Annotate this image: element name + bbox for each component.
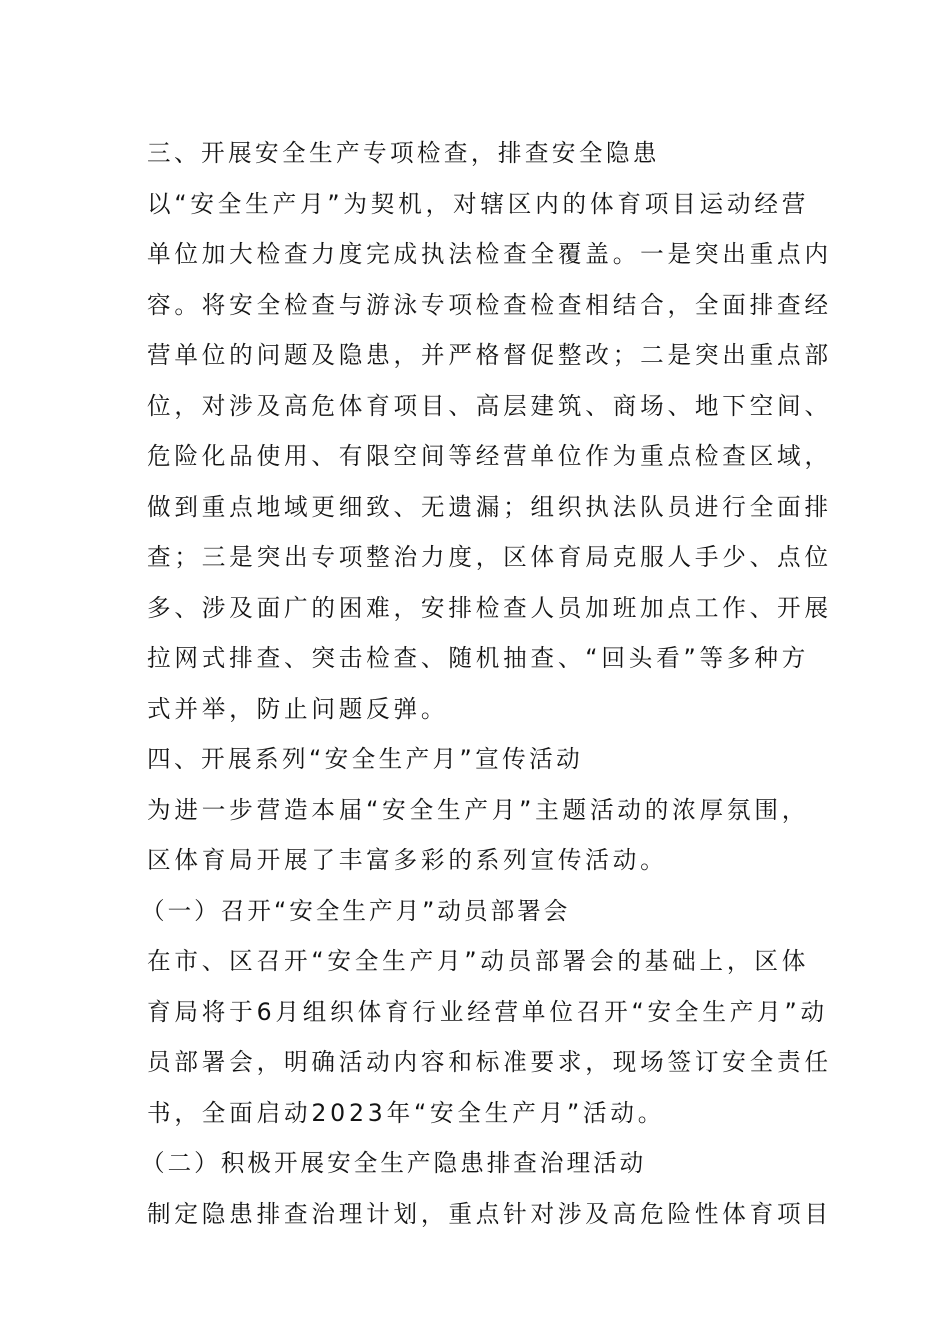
document-body (141, 128, 832, 1239)
paragraph-line: 危险化品使用、有限空间等经营单位作为重点检查区域， (147, 442, 832, 470)
paragraph-line: 员部署会，明确活动内容和标准要求，现场签订安全责任 (147, 1048, 832, 1076)
paragraph-line: 区体育局开展了丰富多彩的系列宣传活动。 (147, 846, 668, 874)
paragraph-line: 育局将于6月组织体育行业经营单位召开“安全生产月”动 (147, 997, 828, 1026)
section-heading-4: 四、开展系列“安全生产月”宣传活动 (147, 745, 584, 773)
paragraph-line: 以“安全生产月”为契机，对辖区内的体育项目运动经营 (147, 189, 810, 218)
section-heading-3: 三、开展安全生产专项检查，排查安全隐患 (147, 139, 660, 167)
subsection-heading-1: （一）召开“安全生产月”动员部署会 (141, 896, 571, 925)
paragraph-line: 查；三是突出专项整治力度，区体育局克服人手少、点位 (147, 543, 832, 571)
paragraph-line: 在市、区召开“安全生产月”动员部署会的基础上，区体 (147, 947, 810, 975)
paragraph-line: 位，对涉及高危体育项目、高层建筑、商场、地下空间、 (147, 391, 832, 420)
paragraph-line: 单位加大检查力度完成执法检查全覆盖。一是突出重点内 (147, 240, 832, 268)
paragraph-line: 为进一步营造本届“安全生产月”主题活动的浓厚氛围， (147, 795, 810, 824)
paragraph-line: 容。将安全检查与游泳专项检查检查相结合，全面排查经 (147, 290, 832, 319)
paragraph-line: 书，全面启动2023年“安全生产月”活动。 (147, 1098, 666, 1127)
paragraph-line: 多、涉及面广的困难，安排检查人员加班加点工作、开展 (147, 593, 832, 622)
paragraph-line: 拉网式排查、突击检查、随机抽查、“回头看”等多种方 (147, 644, 810, 672)
subsection-heading-2: （二）积极开展安全生产隐患排查治理活动 (141, 1149, 647, 1177)
paragraph-line: 式并举，防止问题反弹。 (147, 694, 449, 723)
paragraph-line: 做到重点地域更细致、无遗漏；组织执法队员进行全面排 (147, 492, 832, 521)
paragraph-line: 制定隐患排查治理计划，重点针对涉及高危险性体育项目 (147, 1199, 832, 1228)
paragraph-line: 营单位的问题及隐患，并严格督促整改；二是突出重点部 (147, 341, 832, 369)
